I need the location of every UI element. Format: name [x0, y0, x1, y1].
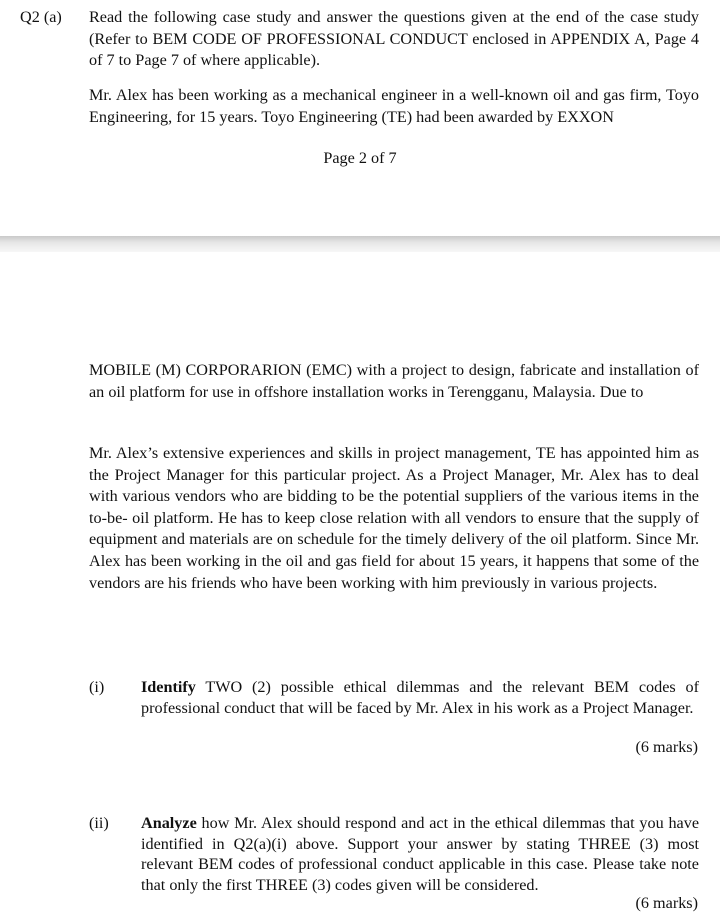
page-break-divider	[0, 236, 720, 252]
sub-question-i-text	[141, 677, 699, 718]
sub-question-body: how Mr. Alex should respond and act in the ethical dilemmas that you have identified in Q2(a)(i) above. Support your answer by stating THREE (3) most relevant BEM codes of professional conduct applicable in this case. Please take note that only the first THREE (3) codes given will be considered.	[141, 814, 699, 894]
case-paragraph-2: Mr. Alex’s extensive experiences and skills in project management, TE has appointed him as the Project Manager for this particular project. As a Project Manager, Mr. Alex has to deal with various vendors who are bidding to be the potential suppliers of the various items in the to-be- oil platform. He has to keep close relation with all vendors to ensure that the supply of equipment and materials are on schedule for the timely delivery of the oil platform. Since Mr. Alex has been working in the oil and gas field for about 15 years, it happens that some of the vendors are his friends who have been working with him previously in various projects.	[89, 444, 699, 592]
sub-question-keyword: Identify	[141, 678, 196, 696]
sub-question-numeral: (i)	[89, 678, 105, 696]
case-paragraph-1-part-1: Mr. Alex has been working as a mechanical engineer in a well-known oil and gas firm, Toyo Engineering, for 15 years. Toyo Engineering (TE) had been awarded by EXXON	[89, 86, 699, 126]
sub-question-ii-text	[141, 813, 699, 895]
marks-label: (6 marks)	[635, 738, 698, 756]
sub-question-body: TWO (2) possible ethical dilemmas and the relevant BEM codes of professional conduct that will be faced by Mr. Alex in his work as a Project Manager.	[141, 678, 699, 717]
sub-question-numeral: (ii)	[89, 814, 109, 832]
question-label: Q2 (a)	[20, 8, 62, 26]
page-footer: Page 2 of 7	[323, 149, 397, 167]
marks-label: (6 marks)	[635, 894, 698, 912]
case-paragraph-1-part-2: MOBILE (M) CORPORARION (EMC) with a project to design, fabricate and installation of an oil platform for use in offshore installation works in Terengganu, Malaysia. Due to	[89, 361, 699, 401]
question-instruction: Read the following case study and answer the questions given at the end of the case study (Refer to BEM CODE OF PROFESSIONAL CONDUCT enclosed in APPENDIX A, Page 4 of 7 to Page 7 of where applicable).	[89, 8, 699, 70]
sub-question-keyword: Analyze	[141, 814, 197, 832]
